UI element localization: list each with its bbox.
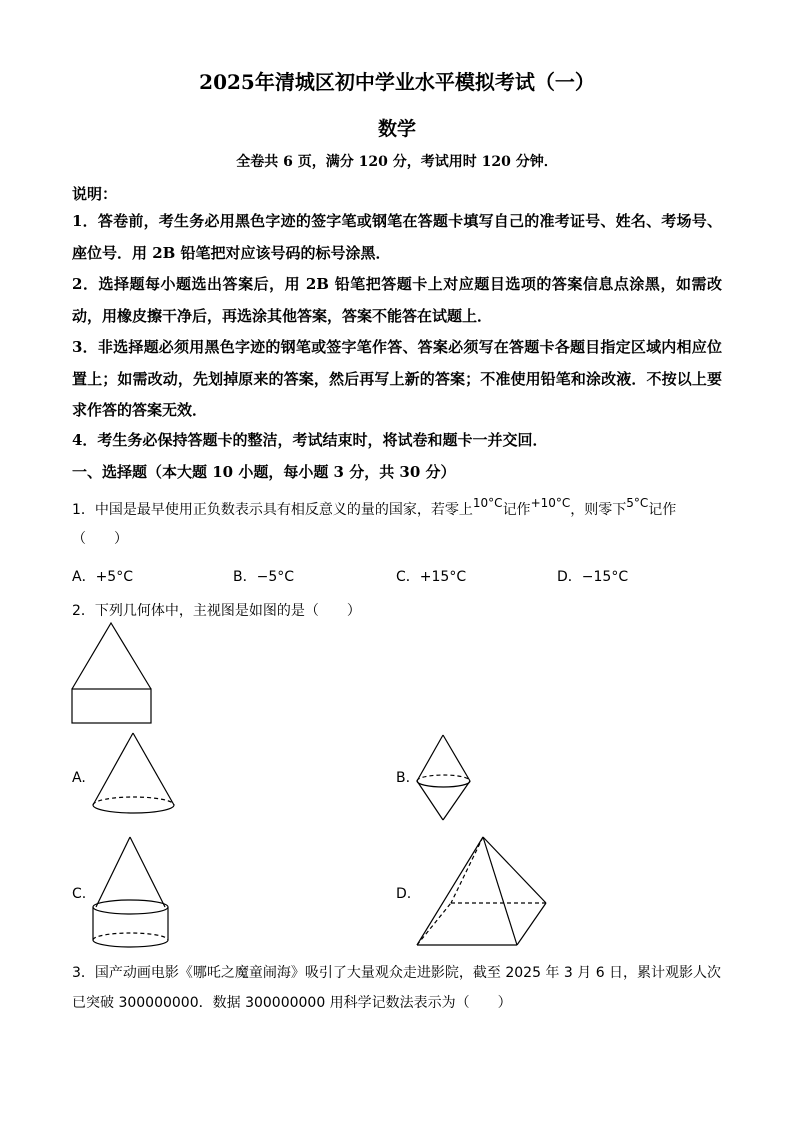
cone-figure (90, 730, 180, 825)
instruction-1: 1．答卷前，考生务必用黑色字迹的签字笔或钢笔在答题卡填写自己的准考证号、姓名、考场号、座位号．用 2B 铅笔把对应该号码的标号涂黑． (72, 212, 722, 262)
q1-value-2: +10°C (530, 496, 571, 510)
exam-title: 2025年清城区初中学业水平模拟考试（一） (199, 70, 595, 94)
question-1 (72, 496, 724, 554)
q1-value-3: 5°C (626, 496, 649, 510)
instruction-4: 4．考生务必保持答题卡的整洁，考试结束时，将试卷和题卡一并交回． (72, 431, 548, 449)
exam-info: 全卷共 6 页，满分 120 分，考试用时 120 分钟． (236, 154, 558, 170)
q2-option-c-label: C. (72, 886, 87, 902)
question-2: 2．下列几何体中，主视图是如图的是（ ） (72, 603, 361, 619)
q2-option-d-label: D. (396, 886, 412, 902)
section-heading: 一、选择题（本大题 10 小题，每小题 3 分，共 30 分） (72, 463, 456, 481)
front-view-figure (70, 620, 154, 726)
subject-title: 数学 (377, 118, 416, 140)
cone-on-cylinder-figure (88, 834, 174, 952)
instructions-heading: 说明： (72, 185, 118, 203)
front-view-triangle (72, 623, 151, 689)
q1-text-d: 记作 (648, 502, 677, 518)
instruction-2: 2．选择题每小题选出答案后，用 2B 铅笔把答题卡上对应题目选项的答案信息点涂黑，如需改动，用橡皮擦干净后，再选涂其他答案，答案不能答在试题上． (72, 275, 722, 325)
q1-text-c: ，则零下 (570, 502, 627, 518)
question-3: 3．国产动画电影《哪吒之魔童闹海》吸引了大量观众走进影院，截至 2025 年 3 月 6 日，累计观影人次已突破 300000000．数据 300000000 用科学记数法表示为（ ） (72, 965, 722, 1011)
front-view-rectangle (72, 689, 151, 723)
instruction-3: 3．非选择题必须用黑色字迹的钢笔或签字笔作答、答案必须写在答题卡各题目指定区域内相应位置上；如需改动，先划掉原来的答案，然后再写上新的答案；不准使用铅笔和涂改液．不按以上要求作答的答案无效． (72, 338, 722, 419)
q1-option-a: A．+5°C (72, 569, 133, 585)
q1-value-1: 10°C (472, 496, 503, 510)
q2-option-b-label: B. (396, 770, 411, 786)
q1-text-a: 1．中国是最早使用正负数表示具有相反意义的量的国家，若零上 (72, 502, 473, 518)
q1-text-b: 记作 (502, 502, 531, 518)
q2-option-a-label: A. (72, 770, 86, 786)
double-cone-figure (412, 732, 476, 824)
q1-option-c: C．+15°C (396, 569, 467, 585)
q1-option-b: B．−5°C (233, 569, 295, 585)
pyramid-figure (414, 834, 550, 950)
q1-option-d: D．−15°C (557, 569, 629, 585)
q1-answer-paren: （ ） (72, 531, 128, 547)
